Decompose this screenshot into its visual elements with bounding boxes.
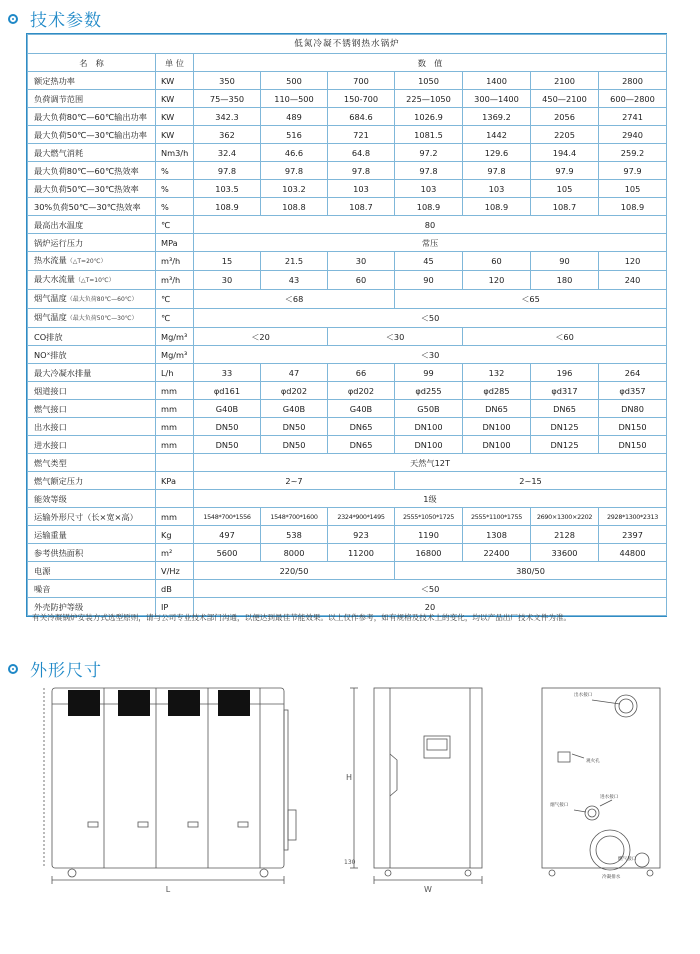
table-cell: DN50 <box>261 418 328 436</box>
row-name-text: 能效等级 <box>34 493 67 504</box>
table-cell: ＜65 <box>395 290 667 309</box>
row-name-text: 锅炉运行压力 <box>34 237 84 248</box>
table-cell: 2397 <box>599 526 667 544</box>
table-caption-row <box>28 35 667 54</box>
table-cell: 108.9 <box>395 198 463 216</box>
table-cell: 1050 <box>395 72 463 90</box>
row-name-text: CO排放 <box>34 331 63 342</box>
table-cell: 108.9 <box>599 198 667 216</box>
table-cell: 108.9 <box>194 198 261 216</box>
table-cell: 105 <box>599 180 667 198</box>
callout-outlet: 出水接口 <box>574 693 593 698</box>
table-cell: ＜30 <box>194 346 667 364</box>
table-cell: ＜50 <box>194 580 667 598</box>
row-name-text: 烟道接口 <box>34 385 67 396</box>
table-row <box>28 436 667 454</box>
row-unit: IP <box>156 598 194 616</box>
table-cell: 30 <box>328 252 395 271</box>
table-row <box>28 108 667 126</box>
table-cell: 75—350 <box>194 90 261 108</box>
section-title: 技术参数 <box>30 11 102 31</box>
row-name <box>28 400 156 418</box>
table-cell: DN50 <box>261 436 328 454</box>
row-name <box>28 562 156 580</box>
row-name-text: 烟气温度 <box>34 293 67 303</box>
table-cell: 1369.2 <box>463 108 531 126</box>
row-unit: KW <box>156 126 194 144</box>
table-cell: 16800 <box>395 544 463 562</box>
table-cell: 97.9 <box>599 162 667 180</box>
header-unit: 单 位 <box>156 54 194 72</box>
callout-gas: 燃气接口 <box>618 857 637 862</box>
table-cell: 2741 <box>599 108 667 126</box>
table-cell: 15 <box>194 252 261 271</box>
table-cell: 1级 <box>194 490 667 508</box>
table-cell: 60 <box>463 252 531 271</box>
row-name-text: 参考供热面积 <box>34 547 84 558</box>
table-cell: 721 <box>328 126 395 144</box>
table-cell: 43 <box>261 271 328 290</box>
bullet-icon <box>8 664 18 674</box>
table-cell: φd161 <box>194 382 261 400</box>
table-cell: DN150 <box>599 418 667 436</box>
row-unit: MPa <box>156 234 194 252</box>
table-cell: 923 <box>328 526 395 544</box>
row-name <box>28 346 156 364</box>
table-cell: 2800 <box>599 72 667 90</box>
table-row <box>28 418 667 436</box>
row-unit: m³/h <box>156 271 194 290</box>
row-name-text: 外壳防护等级 <box>34 601 84 612</box>
table-cell: 120 <box>463 271 531 290</box>
table-cell: 2~15 <box>395 472 667 490</box>
table-row <box>28 526 667 544</box>
row-unit: Kg <box>156 526 194 544</box>
table-cell: 45 <box>395 252 463 271</box>
table-cell: 33600 <box>531 544 599 562</box>
table-cell: 99 <box>395 364 463 382</box>
row-name-text: 燃气类型 <box>34 457 67 468</box>
table-cell: 97.8 <box>261 162 328 180</box>
table-row <box>28 234 667 252</box>
vent-grille <box>168 690 200 716</box>
row-name <box>28 526 156 544</box>
dimension-label-width: W <box>424 885 432 894</box>
row-unit: mm <box>156 508 194 526</box>
table-cell: 2~7 <box>194 472 395 490</box>
table-cell: 1442 <box>463 126 531 144</box>
row-name <box>28 418 156 436</box>
row-name <box>28 162 156 180</box>
row-unit: mm <box>156 400 194 418</box>
table-cell: DN100 <box>395 418 463 436</box>
row-name <box>28 364 156 382</box>
row-unit: mm <box>156 382 194 400</box>
row-name-text: 最大冷凝水排量 <box>34 367 92 378</box>
table-cell: DN100 <box>463 436 531 454</box>
table-cell: 2100 <box>531 72 599 90</box>
table-cell: DN65 <box>463 400 531 418</box>
row-name-text: 最大负荷50℃—30℃热效率 <box>34 183 139 194</box>
table-cell: 103 <box>395 180 463 198</box>
row-name <box>28 309 156 328</box>
table-cell: 8000 <box>261 544 328 562</box>
row-name <box>28 454 156 472</box>
table-cell: 46.6 <box>261 144 328 162</box>
table-cell: 108.8 <box>261 198 328 216</box>
row-unit: V/Hz <box>156 562 194 580</box>
row-name-note: （△T=20℃） <box>66 258 107 265</box>
table-caption: 低氮冷凝不锈钢热水锅炉 <box>28 35 667 54</box>
table-cell: DN150 <box>599 436 667 454</box>
table-cell: 常压 <box>194 234 667 252</box>
table-row <box>28 216 667 234</box>
table-cell: DN125 <box>531 418 599 436</box>
callout-inlet: 进水接口 <box>600 795 619 800</box>
row-name <box>28 472 156 490</box>
table-cell: 108.7 <box>531 198 599 216</box>
row-name-text: 烟气温度 <box>34 312 67 322</box>
row-name <box>28 328 156 346</box>
row-name-note: （最大负荷80℃—60℃） <box>66 296 138 303</box>
table-cell: ＜20 <box>194 328 328 346</box>
table-cell: 1400 <box>463 72 531 90</box>
table-cell: ＜50 <box>194 309 667 328</box>
table-cell: 516 <box>261 126 328 144</box>
table-cell: 150-700 <box>328 90 395 108</box>
row-unit: ℃ <box>156 309 194 328</box>
table-cell: DN65 <box>531 400 599 418</box>
row-name <box>28 108 156 126</box>
dimension-label-height: H <box>346 773 353 782</box>
table-row <box>28 562 667 580</box>
table-cell: DN50 <box>194 418 261 436</box>
dimension-label-base: 130 <box>344 859 356 866</box>
table-row <box>28 271 667 290</box>
row-name-note: （△T=10℃） <box>74 277 115 284</box>
table-cell: 362 <box>194 126 261 144</box>
table-cell: DN80 <box>599 400 667 418</box>
table-row <box>28 144 667 162</box>
row-name-text: 负荷调节范围 <box>34 93 84 104</box>
row-name-text: 燃气接口 <box>34 403 67 414</box>
table-cell: φd285 <box>463 382 531 400</box>
table-cell: 1548*700*1556 <box>194 508 261 526</box>
table-cell: 105 <box>531 180 599 198</box>
table-cell: 2690×1300×2202 <box>531 508 599 526</box>
table-cell: 129.6 <box>463 144 531 162</box>
row-name <box>28 382 156 400</box>
table-row <box>28 126 667 144</box>
table-cell: 2056 <box>531 108 599 126</box>
row-unit: mm <box>156 418 194 436</box>
vent-grille <box>218 690 250 716</box>
row-name-text: 最大燃气消耗 <box>34 147 84 158</box>
row-name-text: 出水接口 <box>34 421 67 432</box>
row-unit: Nm3/h <box>156 144 194 162</box>
table-cell: 1190 <box>395 526 463 544</box>
row-name-text: 电源 <box>34 565 51 576</box>
table-row <box>28 198 667 216</box>
table-cell: φd317 <box>531 382 599 400</box>
table-row <box>28 162 667 180</box>
table-row <box>28 346 667 364</box>
table-cell: 2128 <box>531 526 599 544</box>
table-cell: 538 <box>261 526 328 544</box>
table-cell: 2205 <box>531 126 599 144</box>
table-cell: DN125 <box>531 436 599 454</box>
table-cell: DN65 <box>328 418 395 436</box>
table-cell: φd202 <box>328 382 395 400</box>
row-unit: m² <box>156 544 194 562</box>
row-name-text: 最大负荷50℃—30℃输出功率 <box>34 129 147 140</box>
table-cell: 103.2 <box>261 180 328 198</box>
table-row <box>28 364 667 382</box>
callout-view-port: 观火孔 <box>586 759 600 764</box>
table-cell: ＜60 <box>463 328 667 346</box>
table-cell: 47 <box>261 364 328 382</box>
table-cell: 1308 <box>463 526 531 544</box>
table-cell: DN100 <box>463 418 531 436</box>
row-unit: mm <box>156 436 194 454</box>
row-name <box>28 290 156 309</box>
table-cell: 700 <box>328 72 395 90</box>
row-unit <box>156 490 194 508</box>
table-cell: 44800 <box>599 544 667 562</box>
table-cell: 500 <box>261 72 328 90</box>
dimension-label-length: L <box>165 885 171 894</box>
table-cell: 103 <box>328 180 395 198</box>
table-cell: G40B <box>328 400 395 418</box>
table-cell: 342.3 <box>194 108 261 126</box>
bullet-icon <box>8 14 18 24</box>
table-cell: 97.8 <box>463 162 531 180</box>
row-name <box>28 90 156 108</box>
table-cell: 180 <box>531 271 599 290</box>
row-name-text: 运输外形尺寸（长×宽×高） <box>34 511 138 522</box>
table-cell: φd255 <box>395 382 463 400</box>
row-name-text: 最大负荷80℃—60℃热效率 <box>34 165 139 176</box>
row-name-note: （最大负荷50℃—30℃） <box>66 315 138 322</box>
table-cell: 1026.9 <box>395 108 463 126</box>
section-title: 外形尺寸 <box>30 661 102 681</box>
table-cell: 30 <box>194 271 261 290</box>
vent-grille <box>118 690 150 716</box>
table-cell: 684.6 <box>328 108 395 126</box>
row-unit: L/h <box>156 364 194 382</box>
table-cell: 80 <box>194 216 667 234</box>
table-cell: 350 <box>194 72 261 90</box>
row-name <box>28 508 156 526</box>
table-cell: 225—1050 <box>395 90 463 108</box>
row-name-text: 最大负荷80℃—60℃输出功率 <box>34 111 147 122</box>
table-cell: 110—500 <box>261 90 328 108</box>
row-unit: % <box>156 198 194 216</box>
row-name-text: 额定热功率 <box>34 75 75 86</box>
row-name-text: 最高出水温度 <box>34 219 84 230</box>
table-cell: 120 <box>599 252 667 271</box>
table-cell: 108.7 <box>328 198 395 216</box>
table-row <box>28 400 667 418</box>
row-unit: KW <box>156 90 194 108</box>
table-cell: 132 <box>463 364 531 382</box>
table-row <box>28 180 667 198</box>
table-row <box>28 454 667 472</box>
table-cell: DN50 <box>194 436 261 454</box>
table-cell: 32.4 <box>194 144 261 162</box>
table-cell: G40B <box>194 400 261 418</box>
section-header-tech <box>8 6 102 31</box>
table-cell: G50B <box>395 400 463 418</box>
row-unit: ℃ <box>156 216 194 234</box>
table-cell: 33 <box>194 364 261 382</box>
table-cell: G40B <box>261 400 328 418</box>
table-cell: ＜30 <box>328 328 463 346</box>
header-value: 数 值 <box>194 54 667 72</box>
side-view-drawing <box>330 680 510 910</box>
table-cell: 600—2800 <box>599 90 667 108</box>
table-cell: 1548*700*1600 <box>261 508 328 526</box>
table-cell: 90 <box>531 252 599 271</box>
table-row <box>28 309 667 328</box>
table-row <box>28 290 667 309</box>
table-cell: 2928*1300*2313 <box>599 508 667 526</box>
table-cell: 2555*1050*1725 <box>395 508 463 526</box>
row-unit: % <box>156 162 194 180</box>
table-cell: 103.5 <box>194 180 261 198</box>
table-cell: 2555*1100*1755 <box>463 508 531 526</box>
front-view-drawing <box>38 680 308 910</box>
row-name-text: 运输重量 <box>34 529 67 540</box>
row-unit: ℃ <box>156 290 194 309</box>
row-unit: m³/h <box>156 252 194 271</box>
table-cell: φd357 <box>599 382 667 400</box>
header-name: 名 称 <box>28 54 156 72</box>
table-cell: 450—2100 <box>531 90 599 108</box>
table-cell: 259.2 <box>599 144 667 162</box>
table-cell: 2324*900*1495 <box>328 508 395 526</box>
table-cell: 194.4 <box>531 144 599 162</box>
table-row <box>28 328 667 346</box>
spec-table-frame <box>26 33 667 617</box>
table-cell: 380/50 <box>395 562 667 580</box>
table-cell: 21.5 <box>261 252 328 271</box>
table-row <box>28 382 667 400</box>
table-cell: 97.8 <box>395 162 463 180</box>
table-cell: φd202 <box>261 382 328 400</box>
callout-condensate: 冷凝排水 <box>602 875 621 880</box>
table-cell: 2940 <box>599 126 667 144</box>
table-cell: 60 <box>328 271 395 290</box>
row-unit: KW <box>156 108 194 126</box>
row-name-text: 噪音 <box>34 583 51 594</box>
row-name <box>28 126 156 144</box>
row-unit: Mg/m³ <box>156 346 194 364</box>
table-cell: 66 <box>328 364 395 382</box>
table-cell: 108.9 <box>463 198 531 216</box>
footnote: 有关冷凝锅炉安装方式选型原则，请与公司专业技术部门沟通，以便达到最佳节能效果。以上仅作参考，如有规格及技术上的变化，均以产品出厂技术文件为准。 <box>32 613 572 622</box>
table-cell: 22400 <box>463 544 531 562</box>
spec-table <box>27 34 667 616</box>
table-cell: 5600 <box>194 544 261 562</box>
table-cell: 11200 <box>328 544 395 562</box>
row-name <box>28 580 156 598</box>
rear-view-drawing <box>530 680 680 910</box>
table-cell: 天然气12T <box>194 454 667 472</box>
table-cell: 196 <box>531 364 599 382</box>
table-cell: 20 <box>194 598 667 616</box>
row-name <box>28 144 156 162</box>
table-cell: 1081.5 <box>395 126 463 144</box>
table-cell: 220/50 <box>194 562 395 580</box>
row-unit: Mg/m³ <box>156 328 194 346</box>
table-cell: DN65 <box>328 436 395 454</box>
table-cell: 97.8 <box>328 162 395 180</box>
table-cell: 64.8 <box>328 144 395 162</box>
table-row <box>28 252 667 271</box>
row-name <box>28 271 156 290</box>
table-cell: 90 <box>395 271 463 290</box>
table-cell: ＜68 <box>194 290 395 309</box>
table-cell: DN100 <box>395 436 463 454</box>
row-name-text: 30%负荷50℃—30℃热效率 <box>34 201 141 212</box>
row-name <box>28 252 156 271</box>
callout-flue: 烟气接口 <box>550 803 569 808</box>
section-header-dims <box>8 656 102 681</box>
vent-grille <box>68 690 100 716</box>
table-cell: 97.8 <box>194 162 261 180</box>
row-name-text: 热水流量 <box>34 255 67 265</box>
table-row <box>28 72 667 90</box>
row-name <box>28 180 156 198</box>
table-cell: 489 <box>261 108 328 126</box>
table-row <box>28 472 667 490</box>
table-header-row <box>28 54 667 72</box>
table-cell: 300—1400 <box>463 90 531 108</box>
row-name <box>28 234 156 252</box>
row-name <box>28 490 156 508</box>
row-unit <box>156 454 194 472</box>
table-row <box>28 508 667 526</box>
row-name <box>28 72 156 90</box>
row-name <box>28 198 156 216</box>
row-unit: dB <box>156 580 194 598</box>
row-name <box>28 216 156 234</box>
table-row <box>28 90 667 108</box>
row-unit: KW <box>156 72 194 90</box>
row-name-text: NOˣ排放 <box>34 349 67 360</box>
table-cell: 97.2 <box>395 144 463 162</box>
table-row <box>28 580 667 598</box>
table-row <box>28 490 667 508</box>
table-cell: 240 <box>599 271 667 290</box>
table-cell: 264 <box>599 364 667 382</box>
table-cell: 97.9 <box>531 162 599 180</box>
row-name-text: 最大水流量 <box>34 274 75 284</box>
row-name <box>28 436 156 454</box>
row-name-text: 燃气额定压力 <box>34 475 84 486</box>
table-cell: 103 <box>463 180 531 198</box>
row-unit: KPa <box>156 472 194 490</box>
table-row <box>28 544 667 562</box>
row-name-text: 进水接口 <box>34 439 67 450</box>
table-cell: 497 <box>194 526 261 544</box>
row-name <box>28 544 156 562</box>
row-unit: % <box>156 180 194 198</box>
